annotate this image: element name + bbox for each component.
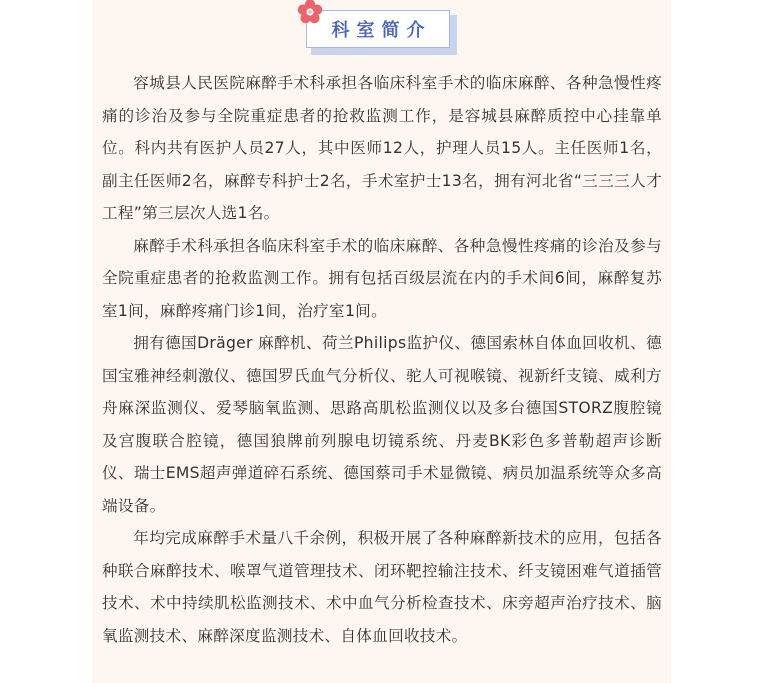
section-title-badge (300, 0, 460, 58)
paragraph-overview: 容城县人民医院麻醉手术科承担各临床科室手术的临床麻醉、各种急慢性疼痛的诊治及参与全院重症患者的抢救监测工作，是容城县麻醉质控中心挂靠单位。科内共有医护人员27人，其中医师12人，护理人员15人。主任医师1名，副主任医师2名，麻醉专科护士2名，手术室护士13名，拥有河北省“三三三人才工程”第三层次人选1名。 (102, 74, 662, 222)
flower-icon (296, 0, 324, 26)
article-body (102, 67, 662, 652)
paragraph-facilities: 麻醉手术科承担各临床科室手术的临床麻醉、各种急慢性疼痛的诊治及参与全院重症患者的抢救监测工作。拥有包括百级层流在内的手术间6间，麻醉复苏室1间，麻醉疼痛门诊1间，治疗室1间。 (102, 236, 662, 320)
paragraph-techniques: 年均完成麻醉手术量八千余例，积极开展了各种麻醉新技术的应用，包括各种联合麻醉技术、喉罩气道管理技术、闭环靶控输注技术、纤支镜困难气道插管技术、术中持续肌松监测技术、术中血气分析检查技术、床旁超声治疗技术、脑氧监测技术、麻醉深度监测技术、自体血回收技术。 (102, 529, 662, 645)
section-title: 科室简介 (331, 20, 432, 41)
paragraph-equipment: 拥有德国Dräger 麻醉机、荷兰Philips监护仪、德国索林自体血回收机、德国宝雅神经刺激仪、德国罗氏血气分析仪、驼人可视喉镜、视新纤支镜、威利方舟麻深监测仪、爱琴脑氧监测、思路高肌松监测仪以及多台德国STORZ腹腔镜及宫腹联合腔镜，德国狼牌前列腺电切镜系统、丹麦BK彩色多普勒超声诊断仪、瑞士EMS超声弹道碎石系统、德国蔡司手术显微镜、病员加温系统等众多高端设备。 (102, 334, 662, 515)
title-box (306, 10, 450, 48)
